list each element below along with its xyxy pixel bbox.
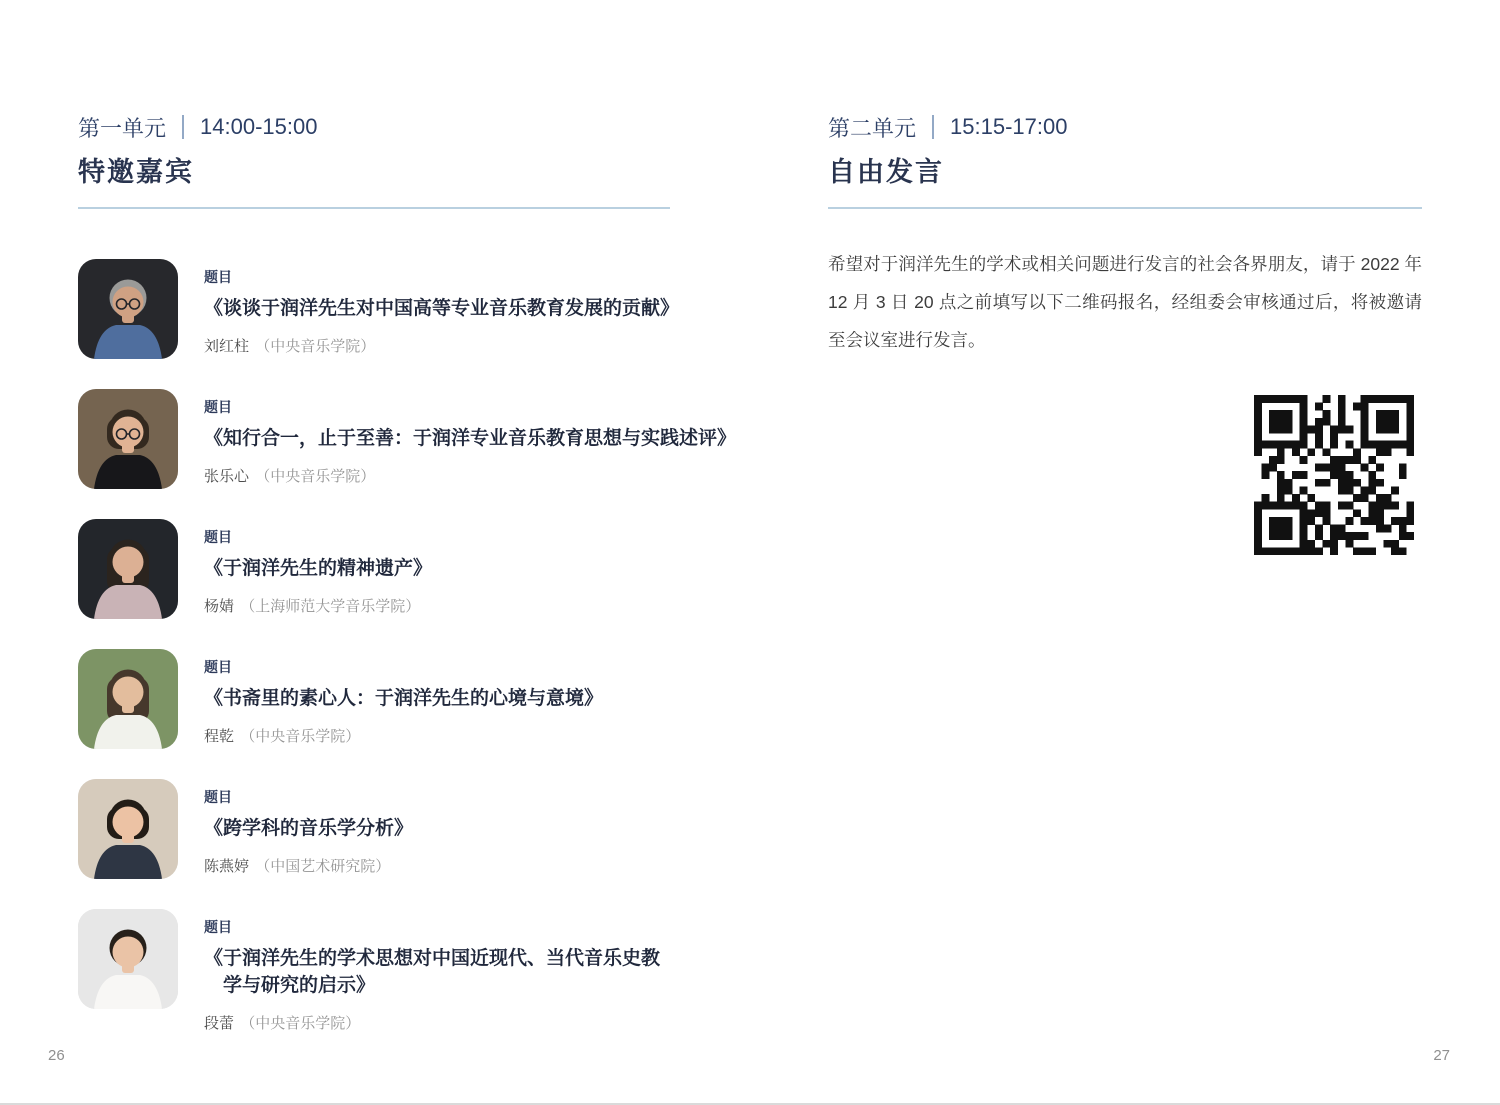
person-avatar-icon [78, 389, 178, 489]
unit-1-title: 特邀嘉宾 [78, 157, 194, 187]
speaker-text [204, 389, 737, 489]
talk-title: 《跨学科的音乐学分析》 [204, 818, 414, 839]
page-number-left: 26 [48, 1047, 65, 1064]
speaker-affiliation: （中国艺术研究院） [255, 858, 391, 875]
speaker-name-line [204, 335, 679, 356]
speaker-text [204, 779, 670, 879]
speaker-text [204, 909, 670, 1033]
speaker-name: 杨婧 [204, 598, 235, 615]
talk-title: 《于润洋先生的精神遗产》 [204, 558, 433, 579]
speaker-name: 陈燕婷 [204, 858, 250, 875]
unit-1-header [78, 112, 670, 142]
person-avatar-icon [78, 649, 178, 749]
speaker-affiliation: （中央音乐学院） [255, 338, 376, 355]
speaker-entry [78, 259, 680, 359]
topic-label: 题目 [204, 919, 232, 935]
topic-label: 题目 [204, 269, 232, 285]
speaker-name: 刘红柱 [204, 338, 250, 355]
speaker-photo [78, 649, 178, 749]
speaker-text [204, 259, 679, 359]
speaker-entry [78, 649, 670, 749]
speaker-photo [78, 259, 178, 359]
vertical-divider [932, 115, 934, 139]
person-avatar-icon [78, 909, 178, 1009]
speaker-affiliation: （中央音乐学院） [240, 728, 361, 745]
person-avatar-icon [78, 519, 178, 619]
speaker-entry [78, 389, 737, 489]
speaker-text [204, 649, 670, 749]
unit-2-header [828, 112, 1422, 142]
section-unit-2 [828, 112, 1422, 555]
talk-title: 《谈谈于润洋先生对中国高等专业音乐教育发展的贡献》 [204, 298, 680, 319]
speaker-photo [78, 779, 178, 879]
speaker-affiliation: （中央音乐学院） [240, 1015, 361, 1032]
speaker-affiliation: （上海师范大学音乐学院） [240, 598, 421, 615]
speaker-name-line [204, 855, 670, 876]
talk-title: 《于润洋先生的学术思想对中国近现代、当代音乐史教学与研究的启示》 [204, 948, 661, 996]
speaker-entry [78, 779, 670, 879]
speaker-photo [78, 389, 178, 489]
topic-label: 题目 [204, 529, 232, 545]
horizontal-rule [828, 207, 1422, 209]
page-number-right: 27 [1433, 1047, 1450, 1064]
unit-2-time: 15:15-17:00 [950, 114, 1068, 139]
unit-2-label: 第二单元 [828, 115, 917, 141]
talk-title: 《书斋里的素心人：于润洋先生的心境与意境》 [204, 688, 604, 709]
talk-title: 《知行合一，止于至善：于润洋专业音乐教育思想与实践述评》 [204, 428, 737, 449]
speaker-entry [78, 909, 670, 1033]
vertical-divider [182, 115, 184, 139]
speaker-photo [78, 909, 178, 1009]
topic-label: 题目 [204, 659, 232, 675]
speaker-name-line [204, 595, 670, 616]
topic-label: 题目 [204, 789, 232, 805]
speaker-photo [78, 519, 178, 619]
speaker-name-line [204, 1012, 670, 1033]
registration-instructions: 希望对于润洋先生的学术或相关问题进行发言的社会各界朋友，请于 2022 年 12 月 3 日 20 点之前填写以下二维码报名，经组委会审核通过后，将被邀请至会议室进行发言。 [828, 254, 1422, 350]
unit-1-label: 第一单元 [78, 115, 167, 141]
person-avatar-icon [78, 259, 178, 359]
section-unit-1 [78, 112, 737, 1063]
speaker-name-line [204, 725, 670, 746]
speaker-name: 程乾 [204, 728, 235, 745]
topic-label: 题目 [204, 399, 232, 415]
speaker-entry [78, 519, 670, 619]
speaker-name: 张乐心 [204, 468, 250, 485]
speaker-name-line [204, 465, 686, 486]
qr-row [828, 395, 1422, 555]
unit-2-title: 自由发言 [828, 157, 944, 187]
speaker-affiliation: （中央音乐学院） [255, 468, 376, 485]
person-avatar-icon [78, 779, 178, 879]
speaker-list [78, 259, 737, 1033]
speaker-name: 段蕾 [204, 1015, 235, 1032]
horizontal-rule [78, 207, 670, 209]
unit-1-time: 14:00-15:00 [200, 114, 318, 139]
registration-qr-code [1254, 395, 1414, 555]
speaker-text [204, 519, 670, 619]
